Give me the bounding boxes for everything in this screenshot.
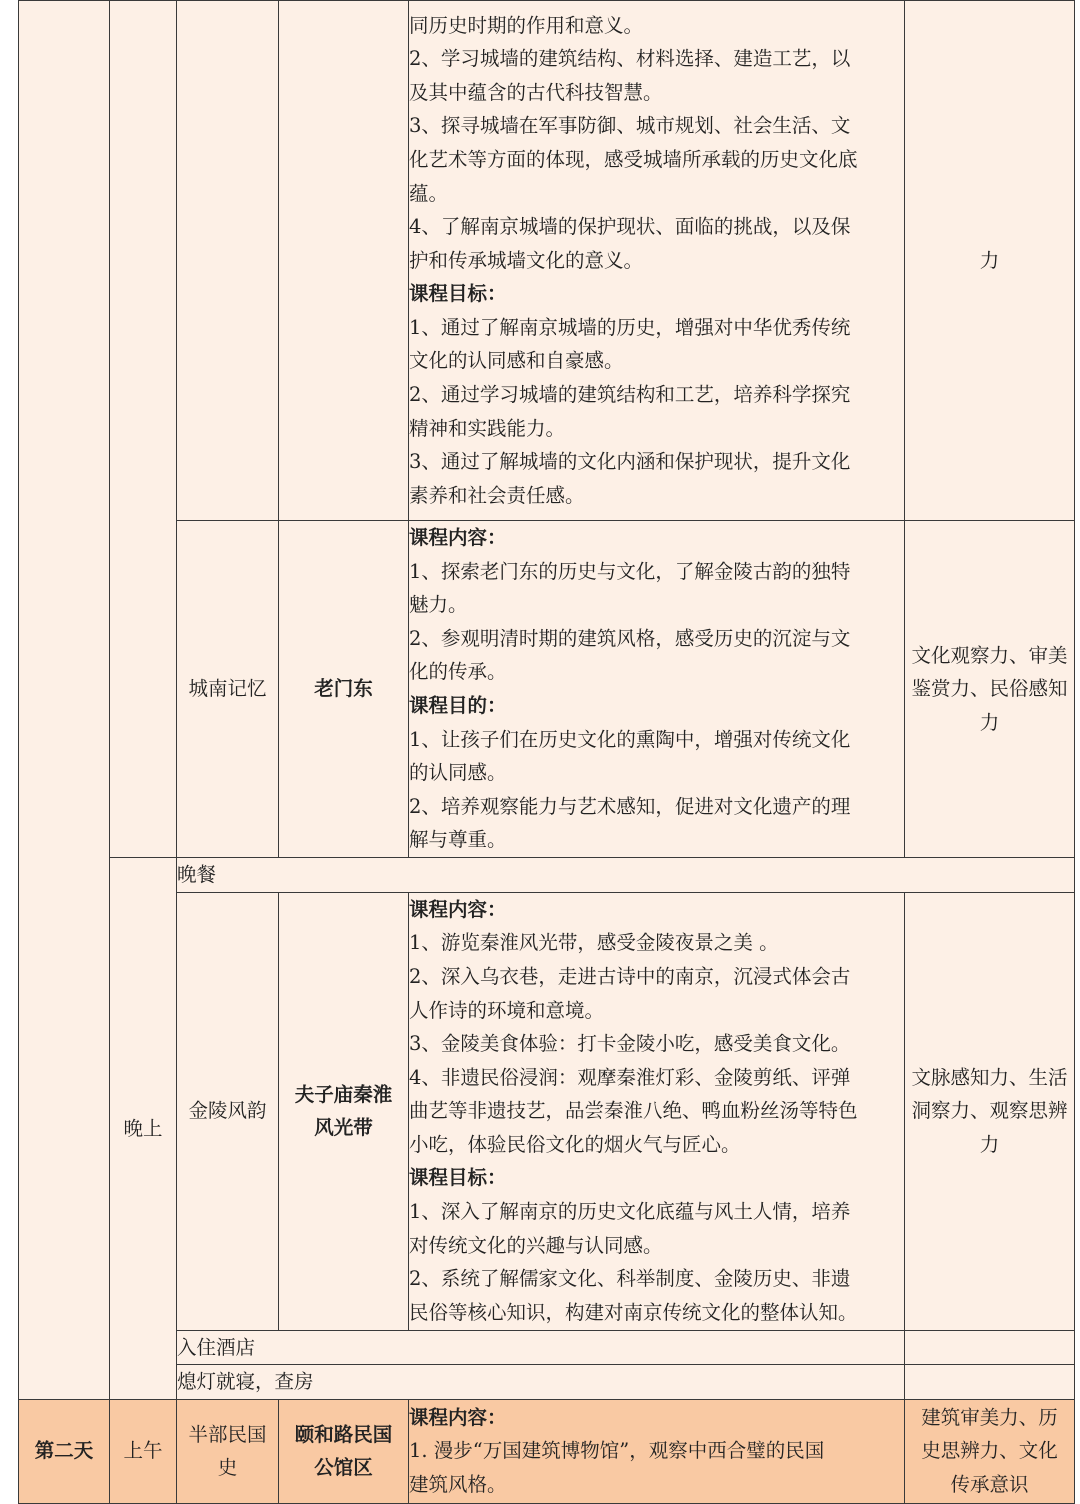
laomendong-skills [905, 521, 1075, 858]
theme-line: 半部民国 [188, 1422, 267, 1446]
goal-line: 1、通过了解南京城墙的历史，增强对中华优秀传统 [409, 315, 851, 339]
itinerary-table [18, 0, 1075, 1504]
row-city-wall [19, 1, 1075, 521]
skills-line: 史思辨力、文化 [921, 1439, 1058, 1463]
period-evening: 晚上 [110, 858, 177, 1400]
content-line: 2、深入乌衣巷，走进古诗中的南京，沉浸式体会古 [409, 964, 851, 988]
skills-line: 洞察力、观察思辨 [911, 1099, 1068, 1123]
day-cell-empty [19, 1, 110, 1400]
day2-skills [905, 1399, 1075, 1503]
lights-out-text: 熄灯就寝，查房 [177, 1365, 905, 1400]
laomendong-content [409, 521, 905, 858]
laomendong-location: 老门东 [279, 521, 409, 858]
row-checkin [19, 1330, 1075, 1365]
row-dinner [19, 858, 1075, 893]
goal-line: 2、系统了解儒家文化、科举制度、金陵历史、非遗 [409, 1267, 851, 1291]
skills-line: 建筑审美力、历 [921, 1405, 1058, 1429]
content-heading: 课程内容： [409, 1405, 507, 1429]
goal-line: 精神和实践能力。 [409, 416, 566, 440]
goal-line: 1、深入了解南京的历史文化底蕴与风土人情，培养 [409, 1200, 851, 1224]
location-line: 公馆区 [314, 1456, 373, 1480]
goal-line: 文化的认同感和自豪感。 [409, 349, 624, 373]
qinhuai-content [409, 892, 905, 1330]
goal-line: 对传统文化的兴趣与认同感。 [409, 1233, 663, 1257]
lights-out-skills-empty [905, 1365, 1075, 1400]
skills-line: 文化观察力、审美 [911, 643, 1068, 667]
dinner-text: 晚餐 [177, 858, 1075, 893]
content-line: 及其中蕴含的古代科技智慧。 [409, 80, 663, 104]
content-line: 1、探索老门东的历史与文化，了解金陵古韵的独特 [409, 559, 851, 583]
content-line: 同历史时期的作用和意义。 [409, 13, 644, 37]
row-laomendong [19, 521, 1075, 858]
location-cell-empty [279, 1, 409, 521]
content-line: 化艺术等方面的体现，感受城墙所承载的历史文化底 [409, 147, 858, 171]
content-line: 蕴。 [409, 181, 449, 205]
content-line: 护和传承城墙文化的意义。 [409, 248, 644, 272]
content-line: 小吃，体验民俗文化的烟火气与匠心。 [409, 1132, 741, 1156]
day2-theme [177, 1399, 279, 1503]
qinhuai-skills [905, 892, 1075, 1330]
content-line: 1. 漫步“万国建筑博物馆”，观察中西合璧的民国 [409, 1439, 825, 1463]
goal-line: 1、让孩子们在历史文化的熏陶中，增强对传统文化 [409, 727, 851, 751]
day2-content [409, 1399, 905, 1503]
goal-line: 2、培养观察能力与艺术感知，促进对文化遗产的理 [409, 794, 851, 818]
row-lights-out [19, 1365, 1075, 1400]
skills-line: 鉴赏力、民俗感知 [911, 677, 1068, 701]
checkin-skills-empty [905, 1330, 1075, 1365]
city-wall-skills: 力 [905, 1, 1075, 521]
day2-location [279, 1399, 409, 1503]
goal-heading: 课程目的： [409, 694, 507, 717]
theme-line: 史 [217, 1456, 238, 1480]
day2-period: 上午 [110, 1399, 177, 1503]
content-line: 2、学习城墙的建筑结构、材料选择、建造工艺，以 [409, 47, 851, 71]
content-line: 4、非遗民俗浸润：观摩秦淮灯彩、金陵剪纸、评弹 [409, 1065, 851, 1089]
goal-heading: 课程目标： [409, 1166, 507, 1190]
location-line: 颐和路民国 [294, 1422, 393, 1446]
content-line: 3、金陵美食体验：打卡金陵小吃，感受美食文化。 [409, 1032, 851, 1056]
goal-line: 3、通过了解城墙的文化内涵和保护现状，提升文化 [409, 450, 851, 474]
content-line: 曲艺等非遗技艺，品尝秦淮八绝、鸭血粉丝汤等特色 [409, 1099, 858, 1123]
row-qinhuai [19, 892, 1075, 1330]
goal-line: 解与尊重。 [409, 828, 507, 852]
location-line: 风光带 [314, 1116, 373, 1140]
content-line: 建筑风格。 [409, 1473, 507, 1497]
content-line: 1、游览秦淮风光带，感受金陵夜景之美 。 [409, 931, 779, 955]
goal-heading: 课程目标： [409, 282, 507, 306]
content-line: 4、了解南京城墙的保护现状、面临的挑战，以及保 [409, 215, 851, 239]
goal-line: 2、通过学习城墙的建筑结构和工艺，培养科学探究 [409, 383, 851, 407]
skills-line: 传承意识 [950, 1473, 1029, 1497]
location-line: 夫子庙秦淮 [294, 1082, 393, 1106]
laomendong-theme: 城南记忆 [177, 521, 279, 858]
goal-line: 民俗等核心知识，构建对南京传统文化的整体认知。 [409, 1300, 858, 1324]
day2-label: 第二天 [19, 1399, 110, 1503]
qinhuai-theme: 金陵风韵 [177, 892, 279, 1330]
goal-line: 素养和社会责任感。 [409, 483, 585, 507]
row-day2 [19, 1399, 1075, 1503]
city-wall-content [409, 1, 905, 521]
content-line: 3、探寻城墙在军事防御、城市规划、社会生活、文 [409, 114, 851, 138]
qinhuai-location [279, 892, 409, 1330]
skills-line: 力 [979, 710, 1000, 734]
skills-line: 力 [979, 1132, 1000, 1156]
checkin-text: 入住酒店 [177, 1330, 905, 1365]
content-line: 魅力。 [409, 593, 468, 617]
content-line: 化的传承。 [409, 660, 507, 684]
content-heading: 课程内容： [409, 526, 507, 550]
content-line: 人作诗的环境和意境。 [409, 998, 605, 1022]
period-cell-empty [110, 1, 177, 858]
skills-line: 文脉感知力、生活 [911, 1065, 1068, 1089]
content-line: 2、参观明清时期的建筑风格，感受历史的沉淀与文 [409, 626, 851, 650]
theme-cell-empty [177, 1, 279, 521]
content-heading: 课程内容： [409, 897, 507, 921]
goal-line: 的认同感。 [409, 761, 507, 785]
